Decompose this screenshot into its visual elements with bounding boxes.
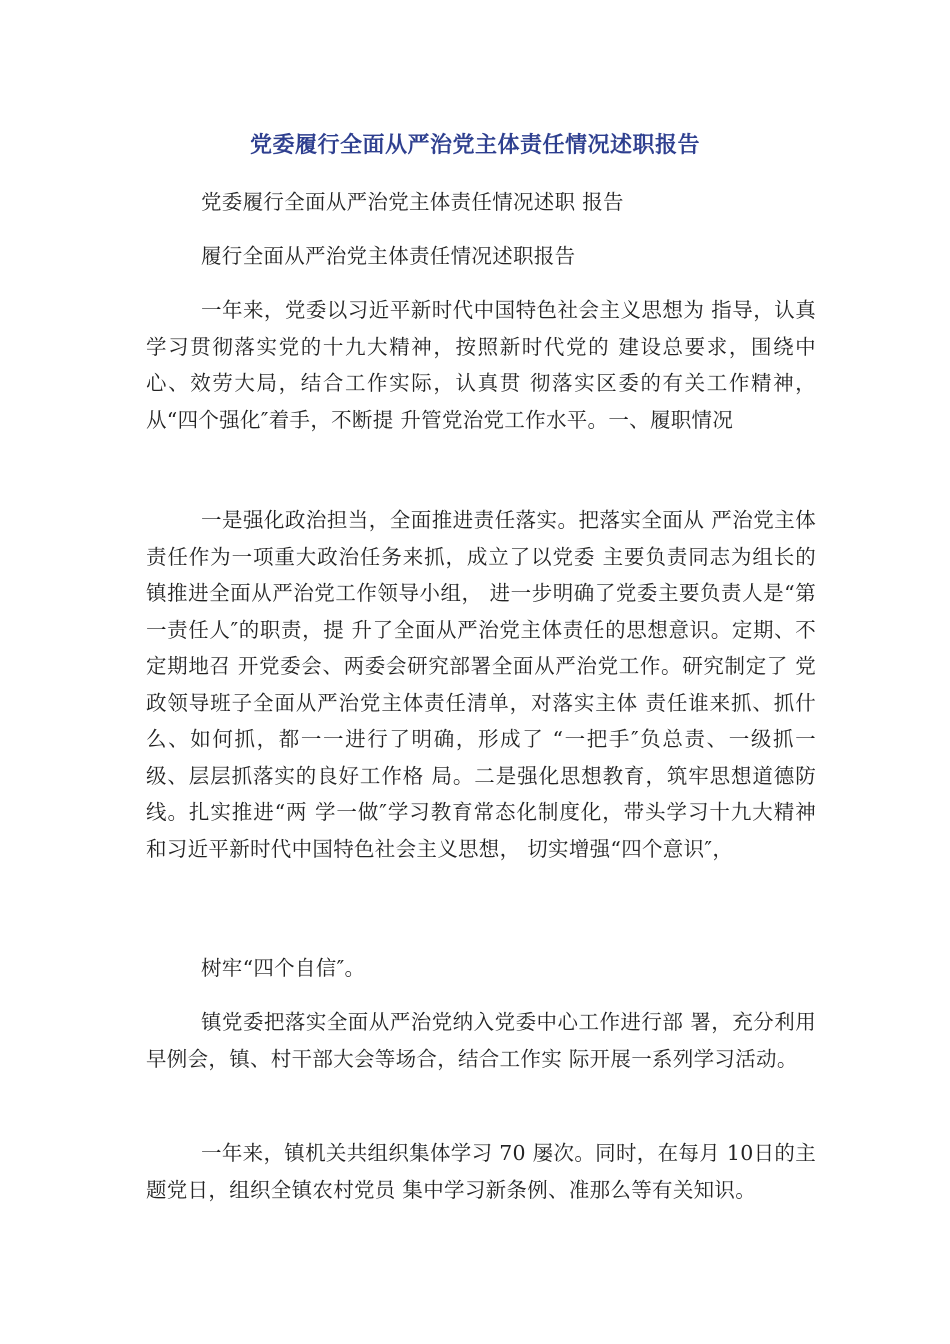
paragraph-study-sessions: 一年来，镇机关共组织集体学习 70 屡次。同时，在每月 10日的主题党日，组织全镇农村党员 集中学习新条例、准那么等有关知识。 [146,1141,816,1202]
document-title: 党委履行全面从严治党主体责任情况述职报告 [249,133,700,158]
paragraph-town-committee: 镇党委把落实全面从严治党纳入党委中心工作进行部 署，充分利用早例会，镇、村干部大会等场合，结合工作实 际开展一系列学习活动。 [146,1010,816,1071]
paragraph-heading: 履行全面从严治党主体责任情况述职报告 [201,244,576,268]
paragraph-intro: 一年来，党委以习近平新时代中国特色社会主义思想为 指导，认真学习贯彻落实党的十九大精神，按照新时代党的 建设总要求，围绕中心、效劳大局，结合工作实际，认真贯 彻落实区委的有关工作精神，从“四个强化″着手，不断提 升管党治党工作水平。一、履职情况 [146,298,816,432]
paragraph-subtitle: 党委履行全面从严治党主体责任情况述职 报告 [201,190,624,214]
paragraph-political-responsibility: 一是强化政治担当，全面推进责任落实。把落实全面从 严治党主体责任作为一项重大政治任务来抓，成立了以党委 主要负责同志为组长的镇推进全面从严治党工作领导小组， 进一步明确了党委主要负责人是“第一责任人″的职责，提 升了全面从严治党主体责任的思想意识。定期、不定期地召 开党委会、两委会研究部署全面从严治党工作。研究制定了 党政领导班子全面从严治党主体责任清单，对落实主体 责任谁来抓、抓什么、如何抓，都一一进行了明确，形成了 “一把手″负总责、一级抓一级、层层抓落实的良好工作格 局。二是强化思想教育，筑牢思想道德防线。扎实推进“两 学一做″学习教育常态化制度化，带头学习十九大精神和习近平新时代中国特色社会主义思想， 切实增强“四个意识″， [146,508,816,861]
paragraph-four-confidences: 树牢“四个自信″。 [201,956,366,980]
